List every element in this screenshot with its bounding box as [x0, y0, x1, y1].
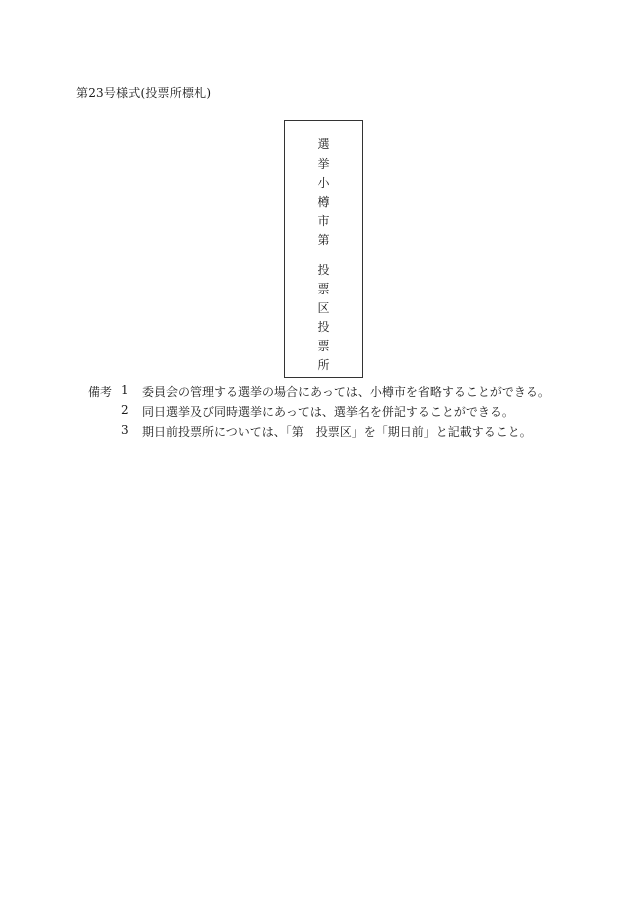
signboard-char: 小	[317, 176, 330, 190]
polling-station-signboard	[284, 120, 363, 378]
signboard-char: 挙	[317, 157, 330, 171]
note-text: 期日前投票所については、「第 投票区」を「期日前」と記載すること。	[142, 425, 532, 439]
note-number: 2	[121, 403, 129, 417]
form-title: 第23号様式(投票所標札)	[76, 86, 212, 100]
signboard-char: 投	[317, 320, 330, 334]
signboard-char: 区	[317, 301, 330, 315]
signboard-char: 市	[317, 214, 330, 228]
note-number: 3	[121, 423, 129, 437]
signboard-char: 第	[317, 233, 330, 247]
signboard-char: 選	[317, 137, 330, 151]
signboard-char: 票	[317, 282, 330, 296]
note-number: 1	[121, 383, 129, 397]
signboard-char: 投	[317, 263, 330, 277]
signboard-char: 所	[317, 358, 330, 372]
remarks-label: 備考	[88, 385, 113, 399]
signboard-char: 樽	[317, 195, 330, 209]
signboard-char: 票	[317, 339, 330, 353]
note-text: 委員会の管理する選挙の場合にあっては、小樽市を省略することができる。	[142, 385, 550, 399]
note-text: 同日選挙及び同時選挙にあっては、選挙名を併記することができる。	[142, 405, 514, 419]
